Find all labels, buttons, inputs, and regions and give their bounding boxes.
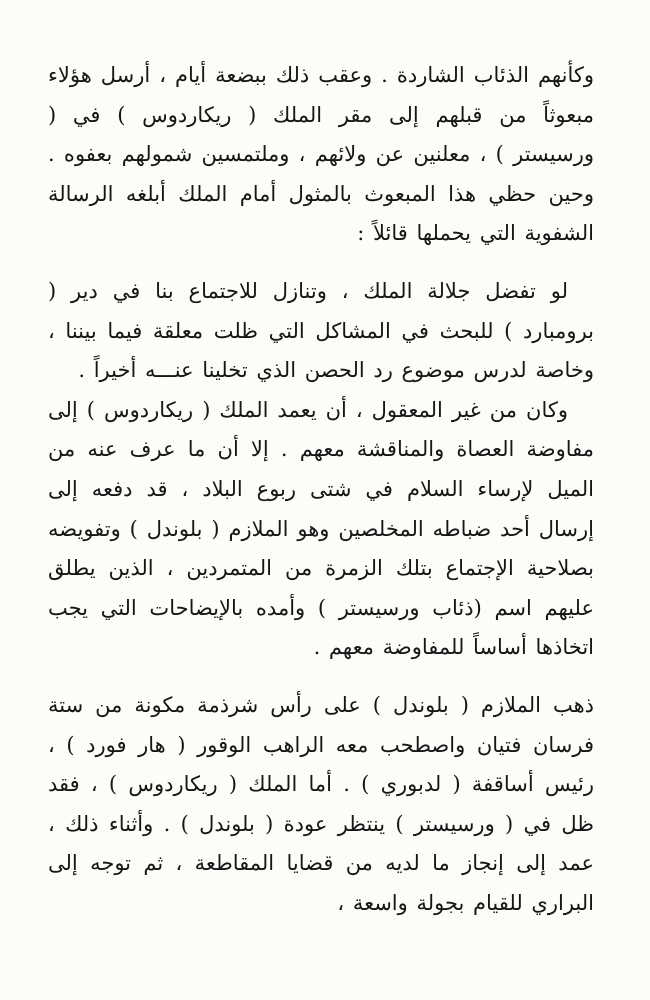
- paragraph-3: وكان من غير المعقول ، أن يعمد الملك ( ريكاردوس ) إلى مفاوضة العصاة والمناقشة معهم . إلا أن ما عرف عنه من الميل لإرساء السلام في شتى ربوع البلاد ، قد دفعه إلى إرسال أحد ضباطه المخلصين وهو الملازم ( بلوندل ) وتفويضه بصلاحية الإجتماع بتلك الزمرة من المتمردين ، الذين يطلق عليهم اسم (ذئاب ورسيستر ) وأمده بالإيضاحات التي يجب اتخاذها أساساً للمفاوضة معهم .: [48, 397, 594, 660]
- paragraph-4: ذهب الملازم ( بلوندل ) على رأس شرذمة مكونة من ستة فرسان فتيان واصطحب معه الراهب الوقور ( هار فورد ) ، رئيس أساقفة ( لدبوري ) . أما الملك ( ريكاردوس ) ، فقد ظل في ( ورسيستر ) ينتظر عودة ( بلوندل ) . وأثناء ذلك ، عمد إلى إنجاز ما لديه من قضايا المقاطعة ، ثم توجه إلى البراري للقيام بجولة واسعة ،: [48, 692, 594, 915]
- paragraph-1: وكأنهم الذئاب الشاردة . وعقب ذلك ببضعة أيام ، أرسل هؤلاء مبعوثاً من قبلهم إلى مقر الملك ( ريكاردوس ) في ( ورسيستر ) ، معلنين عن ولائهم ، وملتمسين شمولهم بعفوه . وحين حظي هذا المبعوث بالمثول أمام الملك أبلغه الرسالة الشفوية التي يحملها قائلاً :: [48, 63, 594, 246]
- paragraph-2: لو تفضل جلالة الملك ، وتنازل للاجتماع بنا في دير ( برومبارد ) للبحث في المشاكل التي ظلت معلقة فيما بيننا ، وخاصة لدرس موضوع رد الحصن الذي تخلينا عنـــه أخيراً .: [48, 278, 594, 383]
